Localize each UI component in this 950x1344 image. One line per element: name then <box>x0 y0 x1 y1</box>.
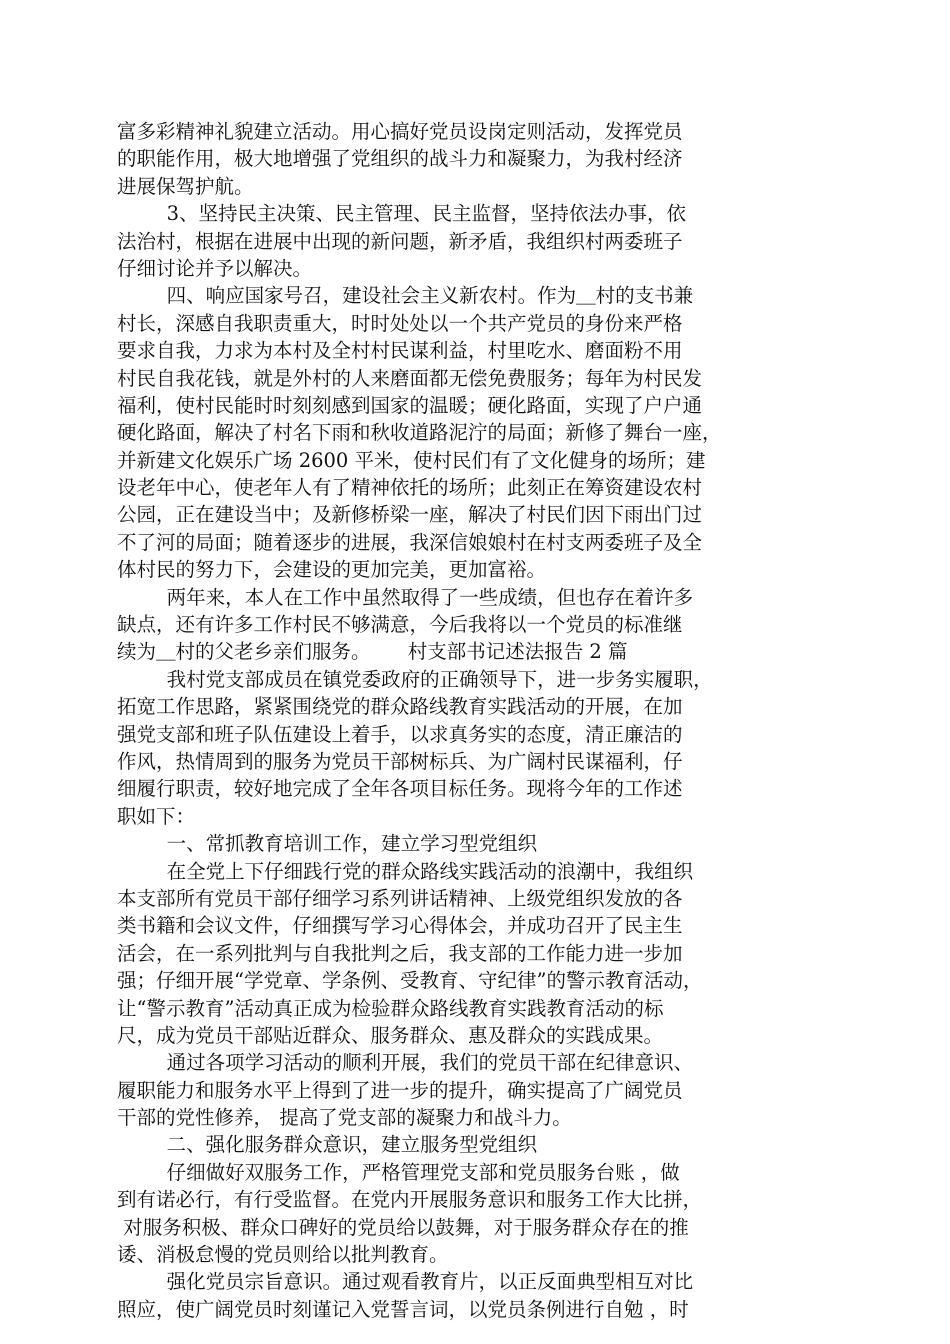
text-line: 村长，深感自我职责重大，时时处处以一个共产党员的身份来严格 <box>117 311 683 335</box>
text-line: 诿、消极怠慢的党员则给以批判教育。 <box>117 1243 449 1267</box>
text-line: 公园，正在建设当中；及新修桥梁一座，解决了村民们因下雨出门过 <box>117 503 703 527</box>
text-line: 在全党上下仔细践行党的群众路线实践活动的浪潮中，我组织 <box>117 859 694 883</box>
text-line: 强党支部和班子队伍建设上着手，以求真务实的态度，清正廉洁的 <box>117 722 683 746</box>
text-line: 通过各项学习活动的顺利开展，我们的党员干部在纪律意识、 <box>117 1051 694 1075</box>
text-line: 续为＿村的父老乡亲们服务。 村支部书记述法报告 2 篇 <box>117 640 628 664</box>
text-line: 仔细做好双服务工作，严格管理党支部和党员服务台账 ，做 <box>117 1160 680 1184</box>
document-body <box>117 118 839 1323</box>
text-line: 硬化路面，解决了村名下雨和秋收道路泥泞的局面；新修了舞台一座， <box>117 421 722 445</box>
text-line: 法治村，根据在进展中出现的新问题，新矛盾，我组织村两委班子 <box>117 229 683 253</box>
text-line: 缺点，还有许多工作村民不够满意，今后我将以一个党员的标准继 <box>117 613 683 637</box>
text-line: 村民自我花钱，就是外村的人来磨面都无偿免费服务；每年为村民发 <box>117 366 703 390</box>
text-line: 仔细讨论并予以解决。 <box>117 256 313 280</box>
text-line: 并新建文化娱乐广场 2600 平米，使村民们有了文化健身的场所；建 <box>117 448 706 472</box>
text-line: 履职能力和服务水平上得到了进一步的提升，确实提高了广阔党员 <box>117 1078 683 1102</box>
text-line: 干部的党性修养， 提高了党支部的凝聚力和战斗力。 <box>117 1106 572 1130</box>
text-line: 富多彩精神礼貌建立活动。用心搞好党员设岗定则活动，发挥党员 <box>117 120 683 143</box>
text-line: 体村民的努力下，会建设的更加完美，更加富裕。 <box>117 558 547 582</box>
text-line: 本支部所有党员干部仔细学习系列讲话精神、上级党组织发放的各 <box>117 886 683 910</box>
text-line: 类书籍和会议文件，仔细撰写学习心得体会，并成功召开了民主生 <box>117 914 683 938</box>
text-line: 让“警示教育”活动真正成为检验群众路线教育实践教育活动的标 <box>117 996 664 1020</box>
text-line: 对服务积极、群众口碑好的党员给以鼓舞，对于服务群众存在的推 <box>117 1215 689 1239</box>
text-line: 要求自我，力求为本村及全村村民谋利益，村里吃水、磨面粉不用 <box>117 339 683 363</box>
text-line: 拓宽工作思路，紧紧围绕党的群众路线教育实践活动的开展，在加 <box>117 695 683 719</box>
text-line: 福利，使村民能时时刻刻感到国家的温暖；硬化路面，实现了户户通 <box>117 393 703 417</box>
text-line: 细履行职责，较好地完成了全年各项目标任务。现将今年的工作述 <box>117 777 683 801</box>
text-line: 活会，在一系列批判与自我批判之后，我支部的工作能力进一步加 <box>117 941 683 965</box>
text-line: 的职能作用，极大地增强了党组织的战斗力和凝聚力，为我村经济 <box>117 147 683 171</box>
text-line: 二、强化服务群众意识，建立服务型党组织 <box>117 1133 538 1157</box>
text-line: 3、坚持民主决策、民主管理、民主监督，坚持依法办事，依 <box>117 202 686 226</box>
text-line: 职如下： <box>117 804 196 828</box>
text-line: 照应，使广阔党员时刻谨记入党誓言词，以党员条例进行自勉 ，时 <box>117 1297 689 1321</box>
text-line: 进展保驾护航。 <box>117 174 254 198</box>
text-line: 四、响应国家号召，建设社会主义新农村。作为＿村的支书兼 <box>117 284 694 308</box>
text-line: 强化党员宗旨意识。通过观看教育片，以正反面典型相互对比 <box>117 1270 694 1294</box>
text-line: 两年来，本人在工作中虽然取得了一些成绩，但也存在着许多 <box>117 585 694 609</box>
text-line: 强；仔细开展“学党章、学条例、受教育、守纪律”的警示教育活动， <box>117 969 703 993</box>
text-line: 作风，热情周到的服务为党员干部树标兵、为广阔村民谋福利，仔 <box>117 749 683 773</box>
text-line: 不了河的局面；随着逐步的进展，我深信娘娘村在村支两委班子及全 <box>117 530 703 554</box>
text-line: 尺，成为党员干部贴近群众、服务群众、惠及群众的实践成果。 <box>117 1023 664 1047</box>
text-line: 设老年中心，使老年人有了精神依托的场所；此刻正在筹资建设农村 <box>117 476 703 500</box>
text-line: 到有诺必行，有行受监督。在党内开展服务意识和服务工作大比拼， <box>117 1188 703 1212</box>
text-line: 一、常抓教育培训工作，建立学习型党组织 <box>117 832 538 856</box>
text-line: 我村党支部成员在镇党委政府的正确领导下，进一步务实履职， <box>117 667 713 691</box>
